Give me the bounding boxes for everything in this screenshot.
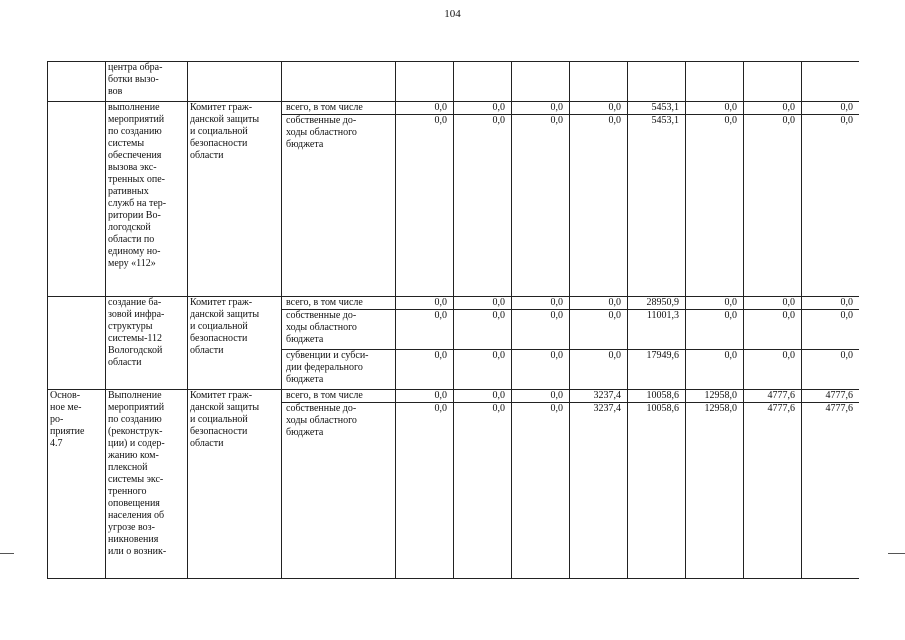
value-cell: 0,0 [512, 297, 570, 310]
value-cell [570, 62, 628, 102]
value-cell: 0,0 [802, 115, 860, 297]
measure-name-cell: Выполнение мероприятий по созданию (реконструк- ции) и содер- жанию ком- плексной системы экс- тренного оповещения населения об угрозе воз- никновения или о возник- [106, 390, 188, 579]
value-cell: 3237,4 [570, 390, 628, 403]
value-cell: 0,0 [396, 390, 454, 403]
value-cell: 0,0 [454, 390, 512, 403]
value-cell: 28950,9 [628, 297, 686, 310]
measure-code-cell [48, 297, 106, 390]
value-cell: 10058,6 [628, 390, 686, 403]
budget-table [47, 61, 859, 579]
table-row [48, 390, 860, 403]
value-cell: 0,0 [512, 102, 570, 115]
value-cell: 4777,6 [802, 390, 860, 403]
value-cell: 0,0 [512, 350, 570, 390]
measure-name-cell: центра обра- ботки вызо- вов [106, 62, 188, 102]
value-cell: 0,0 [396, 403, 454, 579]
budget-table-wrap [47, 61, 859, 580]
value-cell: 0,0 [454, 350, 512, 390]
value-cell: 0,0 [396, 297, 454, 310]
value-cell: 17949,6 [628, 350, 686, 390]
value-cell: 0,0 [686, 350, 744, 390]
value-cell: 0,0 [570, 297, 628, 310]
value-cell: 0,0 [396, 310, 454, 350]
value-cell: 0,0 [512, 310, 570, 350]
value-cell: 0,0 [686, 310, 744, 350]
executor-cell [188, 62, 282, 102]
table-row [48, 62, 860, 102]
executor-cell: Комитет граж- данской защиты и социальной безопасности области [188, 297, 282, 390]
value-cell: 0,0 [454, 102, 512, 115]
value-cell: 0,0 [802, 297, 860, 310]
table-row [48, 297, 860, 310]
value-cell: 0,0 [454, 310, 512, 350]
value-cell: 0,0 [744, 102, 802, 115]
value-cell: 12958,0 [686, 390, 744, 403]
funding-source-cell: всего, в том числе [282, 297, 396, 310]
value-cell: 0,0 [744, 350, 802, 390]
value-cell: 4777,6 [744, 403, 802, 579]
value-cell: 4777,6 [744, 390, 802, 403]
value-cell: 0,0 [454, 115, 512, 297]
value-cell: 4777,6 [802, 403, 860, 579]
measure-name-cell: выполнение мероприятий по созданию системы обеспечения вызова экс- тренных опе- ративных служб на тер- ритории Во- логодской области по единому но- меру «112» [106, 102, 188, 297]
value-cell [686, 62, 744, 102]
value-cell: 0,0 [686, 102, 744, 115]
value-cell: 0,0 [802, 310, 860, 350]
value-cell [512, 62, 570, 102]
value-cell: 0,0 [570, 310, 628, 350]
value-cell [744, 62, 802, 102]
value-cell: 0,0 [744, 297, 802, 310]
value-cell: 0,0 [744, 115, 802, 297]
value-cell: 12958,0 [686, 403, 744, 579]
value-cell: 5453,1 [628, 115, 686, 297]
value-cell: 0,0 [454, 297, 512, 310]
value-cell: 0,0 [686, 115, 744, 297]
funding-source-cell: субвенции и субси- дии федерального бюджета [282, 350, 396, 390]
value-cell: 0,0 [570, 115, 628, 297]
value-cell: 11001,3 [628, 310, 686, 350]
funding-source-cell: собственные до- ходы областного бюджета [282, 310, 396, 350]
value-cell: 0,0 [802, 350, 860, 390]
value-cell: 0,0 [570, 350, 628, 390]
value-cell: 0,0 [454, 403, 512, 579]
value-cell: 0,0 [686, 297, 744, 310]
executor-cell: Комитет граж- данской защиты и социальной безопасности области [188, 102, 282, 297]
value-cell: 0,0 [396, 115, 454, 297]
value-cell: 0,0 [570, 102, 628, 115]
value-cell: 5453,1 [628, 102, 686, 115]
right-edge-mark [888, 553, 905, 554]
funding-source-cell: собственные до- ходы областного бюджета [282, 115, 396, 297]
value-cell: 10058,6 [628, 403, 686, 579]
funding-source-cell: собственные до- ходы областного бюджета [282, 403, 396, 579]
value-cell: 3237,4 [570, 403, 628, 579]
measure-code-cell [48, 62, 106, 102]
value-cell [628, 62, 686, 102]
value-cell: 0,0 [512, 390, 570, 403]
page-number: 104 [444, 8, 461, 20]
funding-source-cell [282, 62, 396, 102]
table-row [48, 102, 860, 115]
value-cell [396, 62, 454, 102]
value-cell [802, 62, 860, 102]
value-cell [454, 62, 512, 102]
value-cell: 0,0 [744, 310, 802, 350]
left-edge-mark [0, 553, 14, 554]
measure-code-cell: Основ- ное ме- ро- приятие 4.7 [48, 390, 106, 579]
measure-code-cell [48, 102, 106, 297]
executor-cell: Комитет граж- данской защиты и социальной безопасности области [188, 390, 282, 579]
value-cell: 0,0 [512, 403, 570, 579]
funding-source-cell: всего, в том числе [282, 102, 396, 115]
funding-source-cell: всего, в том числе [282, 390, 396, 403]
measure-name-cell: создание ба- зовой инфра- структуры системы-112 Вологодской области [106, 297, 188, 390]
value-cell: 0,0 [396, 102, 454, 115]
value-cell: 0,0 [396, 350, 454, 390]
value-cell: 0,0 [802, 102, 860, 115]
value-cell: 0,0 [512, 115, 570, 297]
table-body [48, 62, 860, 579]
